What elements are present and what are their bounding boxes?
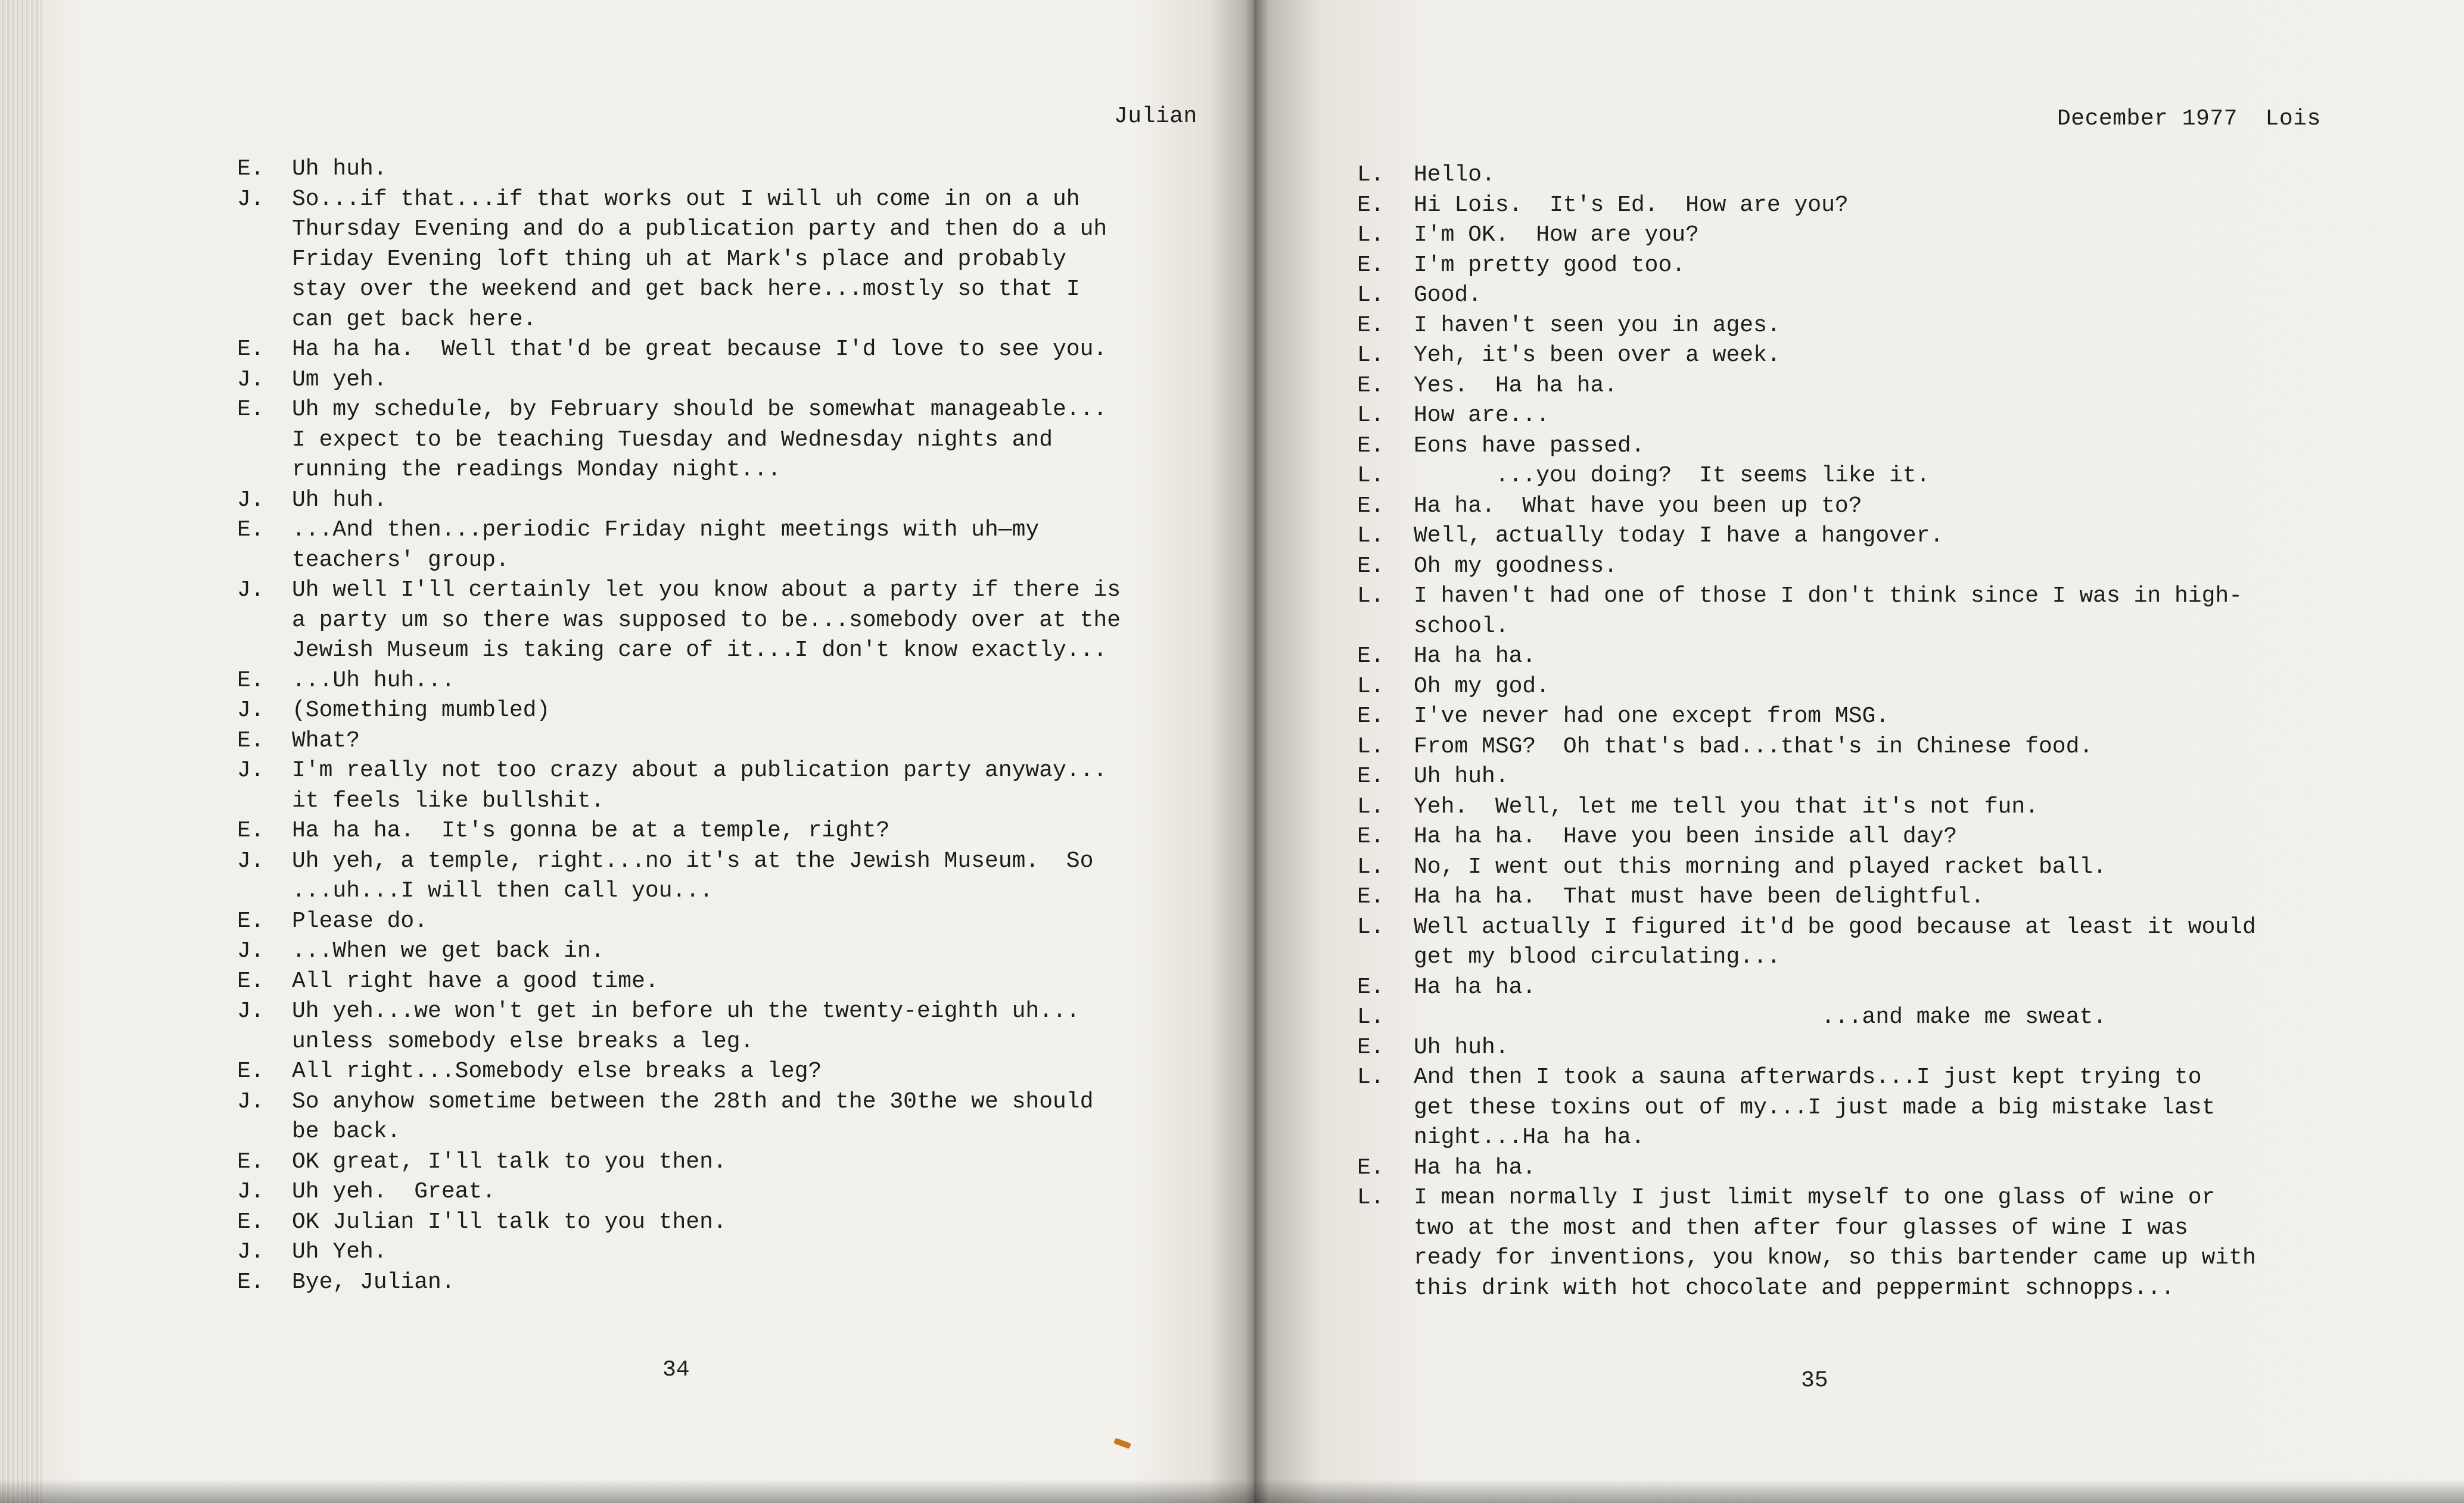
- line-text: Ha ha ha.: [1414, 974, 1536, 1000]
- line-text: Hi Lois. It's Ed. How are you?: [1414, 192, 1849, 218]
- speaker-initial: E.: [1357, 432, 1385, 459]
- transcript-line: [1357, 614, 2370, 644]
- transcript-line: [237, 1179, 1214, 1209]
- transcript-line: [237, 156, 1214, 186]
- line-text: stay over the weekend and get back here...mostly so that I: [292, 276, 1080, 302]
- transcript-line: [1357, 162, 2370, 192]
- line-text: I expect to be teaching Tuesday and Wednesday nights and: [292, 427, 1053, 453]
- line-text: ...Uh huh...: [292, 667, 455, 693]
- line-text: ...uh...I will then call you...: [292, 878, 713, 904]
- speaker-initial: E.: [1357, 643, 1385, 669]
- transcript-line: [237, 397, 1214, 427]
- speaker-initial: E.: [237, 397, 265, 422]
- speaker-initial: L.: [1357, 463, 1385, 488]
- transcript-line: [237, 1089, 1214, 1119]
- line-text: night...Ha ha ha.: [1414, 1125, 1645, 1150]
- transcript-line: [1357, 1065, 2370, 1095]
- transcript-line: [237, 216, 1214, 247]
- speaker-initial: E.: [237, 908, 265, 934]
- bottom-shadow: [0, 1479, 2464, 1503]
- line-text: Ha ha. What have you been up to?: [1414, 493, 1862, 519]
- line-text: a party um so there was supposed to be...somebody over at the: [292, 607, 1121, 633]
- line-text: All right have a good time.: [292, 968, 659, 994]
- speaker-initial: L.: [1357, 403, 1385, 428]
- speaker-initial: E.: [1357, 252, 1385, 278]
- transcript-line: [237, 1269, 1214, 1300]
- speaker-initial: J.: [237, 1179, 265, 1205]
- line-text: I'm OK. How are you?: [1414, 222, 1699, 248]
- speaker-initial: E.: [1357, 1155, 1385, 1181]
- line-text: ...and make me sweat.: [1414, 1004, 2107, 1030]
- speaker-initial: J.: [237, 577, 265, 603]
- speaker-initial: L.: [1357, 583, 1385, 609]
- transcript-line: [237, 788, 1214, 819]
- transcript-line: [1357, 884, 2370, 914]
- speaker-initial: L.: [1357, 343, 1385, 368]
- line-text: I'm really not too crazy about a publication party anyway...: [292, 758, 1107, 783]
- line-text: Ha ha ha. Well that'd be great because I'd love to see you.: [292, 337, 1107, 362]
- transcript-line: [237, 1029, 1214, 1059]
- transcript-line: [1357, 734, 2370, 764]
- line-text: Hello.: [1414, 162, 1495, 188]
- transcript-line: [1357, 313, 2370, 343]
- line-text: I've never had one except from MSG.: [1414, 704, 1890, 729]
- line-text: Good.: [1414, 282, 1482, 308]
- line-text: Ha ha ha. Have you been inside all day?: [1414, 824, 1958, 849]
- speaker-initial: E.: [1357, 884, 1385, 910]
- transcript-line: [237, 577, 1214, 608]
- transcript-line: [237, 276, 1214, 307]
- speaker-initial: E.: [237, 1269, 265, 1295]
- line-text: Yes. Ha ha ha.: [1414, 372, 1618, 399]
- transcript-line: [1357, 282, 2370, 313]
- transcript-line: [1357, 914, 2370, 945]
- transcript-line: [1357, 463, 2370, 493]
- speaker-initial: J.: [237, 1088, 265, 1115]
- transcript-line: [1357, 222, 2370, 253]
- transcript-line: [237, 668, 1214, 698]
- line-text: ready for inventions, you know, so this bartender came up with: [1414, 1245, 2256, 1271]
- transcript-line: [237, 969, 1214, 999]
- speaker-initial: J.: [237, 938, 265, 964]
- speaker-initial: E.: [237, 968, 265, 994]
- transcript-line: [1357, 764, 2370, 794]
- transcript-line: [1357, 583, 2370, 614]
- line-text: this drink with hot chocolate and peppermint schnopps...: [1414, 1275, 2175, 1301]
- transcript-line: [237, 427, 1214, 458]
- transcript-line: [237, 307, 1214, 337]
- line-text: Uh my schedule, by February should be somewhat manageable...: [292, 397, 1107, 422]
- transcript-line: [1357, 1035, 2370, 1065]
- speaker-initial: L.: [1357, 1065, 1385, 1090]
- speaker-initial: J.: [237, 998, 265, 1024]
- right-page-number: 35: [1801, 1368, 1828, 1393]
- line-text: Well, actually today I have a hangover.: [1414, 523, 1944, 549]
- transcript-line: [237, 337, 1214, 367]
- transcript-line: [1357, 704, 2370, 734]
- transcript-line: [237, 1059, 1214, 1089]
- transcript-line: [1357, 493, 2370, 524]
- line-text: Ha ha ha. That must have been delightful.: [1414, 884, 1984, 910]
- speaker-initial: E.: [1357, 974, 1385, 1000]
- line-text: ...you doing? It seems like it.: [1414, 463, 1930, 488]
- speaker-initial: E.: [1357, 312, 1385, 338]
- speaker-initial: J.: [237, 698, 265, 723]
- line-text: Uh huh.: [292, 487, 387, 513]
- line-text: And then I took a sauna afterwards...I just kept trying to: [1414, 1065, 2202, 1090]
- line-text: How are...: [1414, 403, 1550, 428]
- line-text: Ha ha ha.: [1414, 643, 1536, 669]
- transcript-line: [237, 637, 1214, 668]
- right-page: [1254, 0, 2464, 1503]
- line-text: Bye, Julian.: [292, 1269, 455, 1295]
- transcript-line: [237, 908, 1214, 939]
- speaker-initial: E.: [237, 818, 265, 844]
- transcript-line: [1357, 553, 2370, 584]
- line-text: Uh Yeh.: [292, 1239, 387, 1265]
- transcript-line: [237, 457, 1214, 487]
- speaker-initial: L.: [1357, 282, 1385, 308]
- line-text: school.: [1414, 613, 1509, 639]
- left-transcript: [237, 156, 1214, 1299]
- transcript-line: [237, 728, 1214, 758]
- transcript-line: [237, 938, 1214, 969]
- speaker-initial: E.: [1357, 824, 1385, 849]
- transcript-line: [237, 1149, 1214, 1180]
- line-text: (Something mumbled): [292, 698, 550, 723]
- speaker-initial: E.: [237, 517, 265, 543]
- transcript-line: [237, 186, 1214, 217]
- line-text: No, I went out this morning and played racket ball.: [1414, 854, 2107, 880]
- line-text: Oh my goodness.: [1414, 553, 1618, 579]
- speaker-initial: L.: [1357, 673, 1385, 699]
- transcript-line: [1357, 1125, 2370, 1155]
- page-edge-stack: [0, 0, 42, 1503]
- transcript-line: [237, 818, 1214, 848]
- line-text: two at the most and then after four glasses of wine I was: [1414, 1215, 2188, 1241]
- speaker-initial: E.: [1357, 704, 1385, 729]
- transcript-line: [1357, 1185, 2370, 1215]
- speaker-initial: L.: [1357, 162, 1385, 188]
- speaker-initial: J.: [237, 1239, 265, 1265]
- line-text: Oh my god.: [1414, 673, 1550, 699]
- speaker-initial: E.: [237, 1209, 265, 1235]
- line-text: All right...Somebody else breaks a leg?: [292, 1059, 822, 1084]
- transcript-line: [237, 848, 1214, 879]
- line-text: teachers' group.: [292, 547, 509, 573]
- transcript-line: [1357, 1095, 2370, 1125]
- line-text: Uh yeh. Great.: [292, 1179, 496, 1205]
- line-text: I'm pretty good too.: [1414, 252, 1686, 278]
- transcript-line: [1357, 1155, 2370, 1185]
- line-text: Well actually I figured it'd be good because at least it would: [1414, 914, 2256, 940]
- transcript-line: [237, 247, 1214, 277]
- speaker-initial: E.: [1357, 553, 1385, 579]
- transcript-line: [1357, 854, 2370, 885]
- speaker-initial: L.: [1357, 793, 1385, 820]
- right-transcript: [1357, 162, 2370, 1305]
- line-text: I mean normally I just limit myself to one glass of wine or: [1414, 1185, 2216, 1211]
- transcript-line: [237, 878, 1214, 908]
- speaker-initial: J.: [237, 487, 265, 513]
- transcript-line: [1357, 253, 2370, 283]
- line-text: it feels like bullshit.: [292, 788, 605, 814]
- transcript-line: [1357, 975, 2370, 1005]
- line-text: I haven't had one of those I don't think since I was in high-: [1414, 583, 2243, 609]
- transcript-line: [237, 1209, 1214, 1240]
- speaker-initial: L.: [1357, 222, 1385, 248]
- line-text: Uh huh.: [292, 156, 387, 182]
- transcript-line: [237, 998, 1214, 1029]
- speaker-initial: E.: [1357, 1034, 1385, 1060]
- speaker-initial: E.: [1357, 192, 1385, 218]
- transcript-line: [237, 758, 1214, 788]
- speaker-initial: E.: [237, 727, 265, 754]
- transcript-line: [237, 1119, 1214, 1149]
- transcript-line: [1357, 1245, 2370, 1275]
- transcript-line: [237, 608, 1214, 638]
- transcript-line: [1357, 433, 2370, 463]
- line-text: Thursday Evening and do a publication party and then do a uh: [292, 216, 1107, 242]
- line-text: be back.: [292, 1119, 401, 1144]
- transcript-line: [237, 517, 1214, 547]
- line-text: Eons have passed.: [1414, 432, 1645, 459]
- transcript-line: [1357, 944, 2370, 975]
- speaker-initial: E.: [237, 337, 265, 362]
- speaker-initial: L.: [1357, 854, 1385, 880]
- speaker-initial: E.: [1357, 764, 1385, 789]
- speaker-initial: E.: [237, 1059, 265, 1084]
- speaker-initial: J.: [237, 758, 265, 783]
- speaker-initial: L.: [1357, 914, 1385, 940]
- transcript-line: [1357, 674, 2370, 704]
- line-text: Uh yeh...we won't get in before uh the twenty-eighth uh...: [292, 998, 1080, 1024]
- speaker-initial: E.: [237, 156, 265, 182]
- line-text: Ha ha ha.: [1414, 1155, 1536, 1181]
- transcript-line: [1357, 643, 2370, 674]
- line-text: So anyhow sometime between the 28th and the 30the we should: [292, 1088, 1094, 1115]
- transcript-line: [237, 487, 1214, 518]
- line-text: OK Julian I'll talk to you then.: [292, 1209, 727, 1235]
- speaker-initial: L.: [1357, 733, 1385, 760]
- line-text: ...And then...periodic Friday night meetings with uh—my: [292, 517, 1040, 543]
- left-page-number: 34: [662, 1357, 690, 1383]
- line-text: can get back here.: [292, 306, 537, 332]
- speaker-initial: E.: [237, 1149, 265, 1175]
- transcript-line: [1357, 1215, 2370, 1246]
- line-text: Yeh, it's been over a week.: [1414, 343, 1781, 368]
- speaker-initial: E.: [237, 667, 265, 693]
- line-text: Uh well I'll certainly let you know about a party if there is: [292, 577, 1121, 603]
- speaker-initial: L.: [1357, 1185, 1385, 1211]
- line-text: Please do.: [292, 908, 428, 934]
- speaker-initial: J.: [237, 186, 265, 212]
- line-text: Uh huh.: [1414, 1034, 1509, 1060]
- line-text: ...When we get back in.: [292, 938, 605, 964]
- line-text: unless somebody else breaks a leg.: [292, 1028, 754, 1054]
- transcript-line: [1357, 1275, 2370, 1306]
- transcript-line: [1357, 403, 2370, 433]
- line-text: OK great, I'll talk to you then.: [292, 1149, 727, 1175]
- line-text: Jewish Museum is taking care of it...I don't know exactly...: [292, 637, 1107, 663]
- transcript-line: [1357, 373, 2370, 403]
- line-text: So...if that...if that works out I will uh come in on a uh: [292, 186, 1080, 212]
- line-text: Yeh. Well, let me tell you that it's not fun.: [1414, 793, 2039, 820]
- left-running-head: Julian: [1114, 104, 1197, 129]
- line-text: I haven't seen you in ages.: [1414, 312, 1781, 338]
- line-text: Um yeh.: [292, 366, 387, 393]
- line-text: Friday Evening loft thing uh at Mark's place and probably: [292, 246, 1066, 272]
- line-text: What?: [292, 727, 360, 754]
- speaker-initial: L.: [1357, 1004, 1385, 1030]
- speaker-initial: J.: [237, 366, 265, 393]
- transcript-line: [237, 367, 1214, 397]
- line-text: running the readings Monday night...: [292, 457, 781, 483]
- line-text: Uh huh.: [1414, 764, 1509, 789]
- transcript-line: [237, 1239, 1214, 1269]
- speaker-initial: J.: [237, 848, 265, 874]
- transcript-line: [237, 698, 1214, 728]
- line-text: get my blood circulating...: [1414, 944, 1781, 970]
- transcript-line: [237, 547, 1214, 578]
- transcript-line: [1357, 824, 2370, 854]
- orange-mark: [1113, 1438, 1131, 1449]
- transcript-line: [1357, 523, 2370, 553]
- line-text: get these toxins out of my...I just made a big mistake last: [1414, 1094, 2216, 1121]
- line-text: Ha ha ha. It's gonna be at a temple, right?: [292, 818, 890, 844]
- speaker-initial: L.: [1357, 523, 1385, 549]
- transcript-line: [1357, 343, 2370, 373]
- transcript-line: [1357, 192, 2370, 223]
- transcript-line: [1357, 1004, 2370, 1035]
- speaker-initial: E.: [1357, 493, 1385, 519]
- transcript-line: [1357, 794, 2370, 824]
- speaker-initial: E.: [1357, 372, 1385, 399]
- line-text: From MSG? Oh that's bad...that's in Chinese food.: [1414, 733, 2093, 760]
- line-text: Uh yeh, a temple, right...no it's at the Jewish Museum. So: [292, 848, 1094, 874]
- right-running-head: December 1977 Lois: [2057, 106, 2321, 132]
